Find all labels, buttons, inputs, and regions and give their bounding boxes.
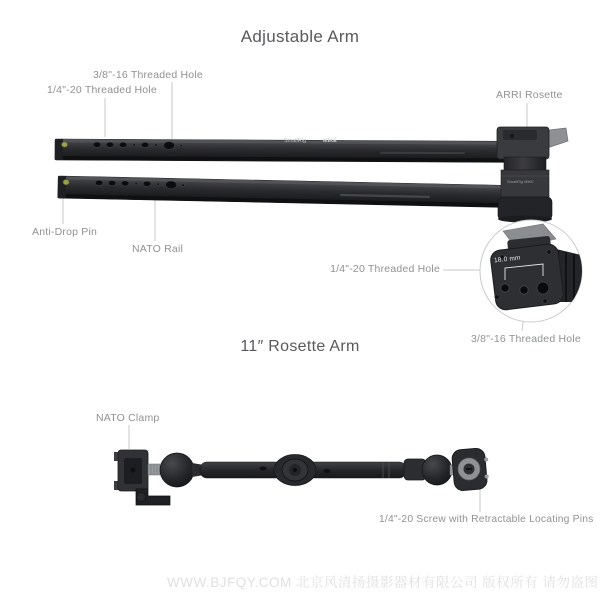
arm-model-text: MIKE	[323, 138, 337, 144]
label-nato-clamp: NATO Clamp	[96, 412, 160, 424]
label-detail-three-eighth-threaded-hole: 3/8"-16 Threaded Hole	[471, 333, 581, 345]
rosette-arm-title: 11″ Rosette Arm	[240, 338, 360, 355]
rosette-marking-text: SmallRig MIKE	[507, 179, 534, 184]
label-anti-drop-pin: Anti-Drop Pin	[32, 226, 98, 238]
label-arri-rosette: ARRI Rosette	[496, 89, 563, 101]
detail-measurement-text: 18.0 mm	[493, 254, 521, 265]
detail-three-eighth-hole	[537, 282, 549, 294]
locating-screw-plate	[451, 447, 490, 491]
ball-joint-right	[422, 455, 452, 485]
screw-stub-left	[148, 464, 160, 475]
rosette-detail-view	[480, 220, 585, 322]
anti-drop-pin-upper	[62, 142, 68, 147]
adjustable-arm-title: Adjustable Arm	[240, 27, 360, 46]
watermark-text: WWW.BJFQY.COM 北京风清扬摄影器材有限公司 版权所有 请勿盗图	[167, 575, 599, 590]
anti-drop-pin-lower	[63, 180, 69, 185]
label-detail-quarter-threaded-hole: 1/4"-20 Threaded Hole	[330, 263, 440, 275]
detail-quarter-hole-left	[501, 284, 509, 292]
detail-quarter-hole-mid	[520, 286, 528, 294]
rosette-arm-illustration	[114, 447, 491, 505]
detail-rosette-face	[490, 243, 565, 311]
label-locating-screw: 1/4"-20 Screw with Retractable Locating Pins	[379, 514, 594, 525]
ball-joint-left	[160, 453, 194, 487]
label-three-eighth-threaded-hole: 3/8"-16 Threaded Hole	[93, 69, 203, 81]
label-quarter-threaded-hole: 1/4"-20 Threaded Hole	[47, 84, 157, 96]
arri-rosette-assembly	[497, 127, 568, 223]
label-nato-rail: NATO Rail	[132, 243, 184, 255]
upper-arm-bar	[55, 139, 507, 162]
adjustable-arm-illustration	[55, 127, 568, 223]
arm-brand-text: SmallRig	[284, 138, 307, 144]
lower-arm-bar	[58, 176, 508, 207]
